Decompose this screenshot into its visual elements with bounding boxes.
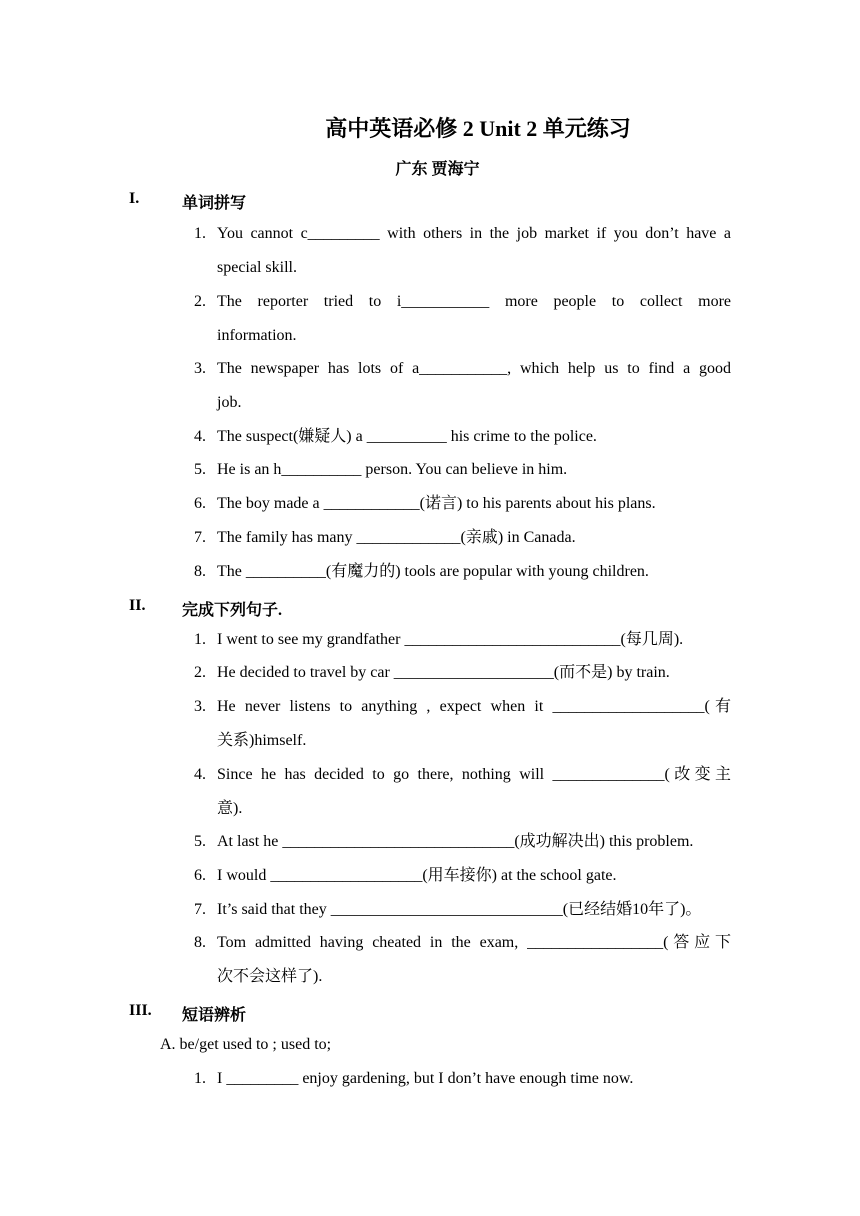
item-text bbox=[217, 285, 731, 353]
section-title: 短语辨析 bbox=[182, 1007, 247, 1024]
item-text: The __________(有魔力的) tools are popular with young children. bbox=[217, 563, 649, 580]
section-title: 完成下列句子. bbox=[182, 602, 283, 619]
item-line: The reporter tried to i___________ more people to collect more bbox=[217, 293, 731, 310]
page-title: 高中英语必修 2 Unit 2 单元练习 bbox=[325, 116, 631, 141]
section-number: II. bbox=[129, 597, 146, 614]
item-number: 5. bbox=[194, 461, 206, 478]
item-number: 2. bbox=[194, 293, 206, 310]
item-number: 3. bbox=[194, 698, 206, 715]
item-text: He decided to travel by car ____________________(而不是) by train. bbox=[217, 664, 670, 681]
item-text: The family has many _____________(亲戚) in Canada. bbox=[217, 529, 576, 546]
item-number: 2. bbox=[194, 664, 206, 681]
item-line: 意). bbox=[217, 800, 243, 817]
item-number: 7. bbox=[194, 901, 206, 918]
item-line: The newspaper has lots of a___________, which help us to find a good bbox=[217, 360, 731, 377]
item-line: job. bbox=[217, 394, 242, 411]
item-number: 1. bbox=[194, 225, 206, 242]
item-number: 6. bbox=[194, 867, 206, 884]
item-text bbox=[217, 352, 731, 420]
item-line: He never listens to anything , expect when it ___________________(有 bbox=[217, 698, 731, 715]
item-text: I would ___________________(用车接你) at the school gate. bbox=[217, 867, 617, 884]
item-text: He is an h__________ person. You can believe in him. bbox=[217, 461, 568, 478]
item-text bbox=[217, 758, 731, 826]
section-number: I. bbox=[129, 190, 140, 207]
item-line: You cannot c_________ with others in the job market if you don’t have a bbox=[217, 225, 731, 242]
item-number: 1. bbox=[194, 631, 206, 648]
item-line: special skill. bbox=[217, 259, 297, 276]
item-line: 关系)himself. bbox=[217, 732, 307, 749]
item-text: It’s said that they _____________________________(已经结婚10年了)。 bbox=[217, 901, 702, 918]
item-text: I went to see my grandfather ___________________________(每几周). bbox=[217, 631, 684, 648]
item-text bbox=[217, 217, 731, 285]
section-title: 单词拼写 bbox=[182, 195, 247, 212]
item-text: The boy made a ____________(诺言) to his parents about his plans. bbox=[217, 495, 656, 512]
item-number: 4. bbox=[194, 766, 206, 783]
item-text bbox=[217, 926, 731, 994]
item-number: 3. bbox=[194, 360, 206, 377]
item-line: 次不会这样了). bbox=[217, 968, 323, 985]
item-line: information. bbox=[217, 327, 297, 344]
subsection-heading: A. be/get used to ; used to; bbox=[160, 1036, 332, 1053]
item-text bbox=[217, 690, 731, 758]
item-number: 1. bbox=[194, 1070, 206, 1087]
item-text: I _________ enjoy gardening, but I don’t have enough time now. bbox=[217, 1070, 634, 1087]
item-number: 8. bbox=[194, 563, 206, 580]
section-number: III. bbox=[129, 1002, 152, 1019]
item-text: At last he _____________________________(成功解决出) this problem. bbox=[217, 833, 694, 850]
item-number: 7. bbox=[194, 529, 206, 546]
item-text: The suspect(嫌疑人) a __________ his crime to the police. bbox=[217, 428, 597, 445]
item-number: 4. bbox=[194, 428, 206, 445]
item-line: Since he has decided to go there, nothing will ______________(改变主 bbox=[217, 766, 731, 783]
item-line: Tom admitted having cheated in the exam, _________________(答应下 bbox=[217, 934, 731, 951]
item-number: 8. bbox=[194, 934, 206, 951]
item-number: 5. bbox=[194, 833, 206, 850]
item-number: 6. bbox=[194, 495, 206, 512]
author-line: 广东 贾海宁 bbox=[395, 161, 480, 178]
